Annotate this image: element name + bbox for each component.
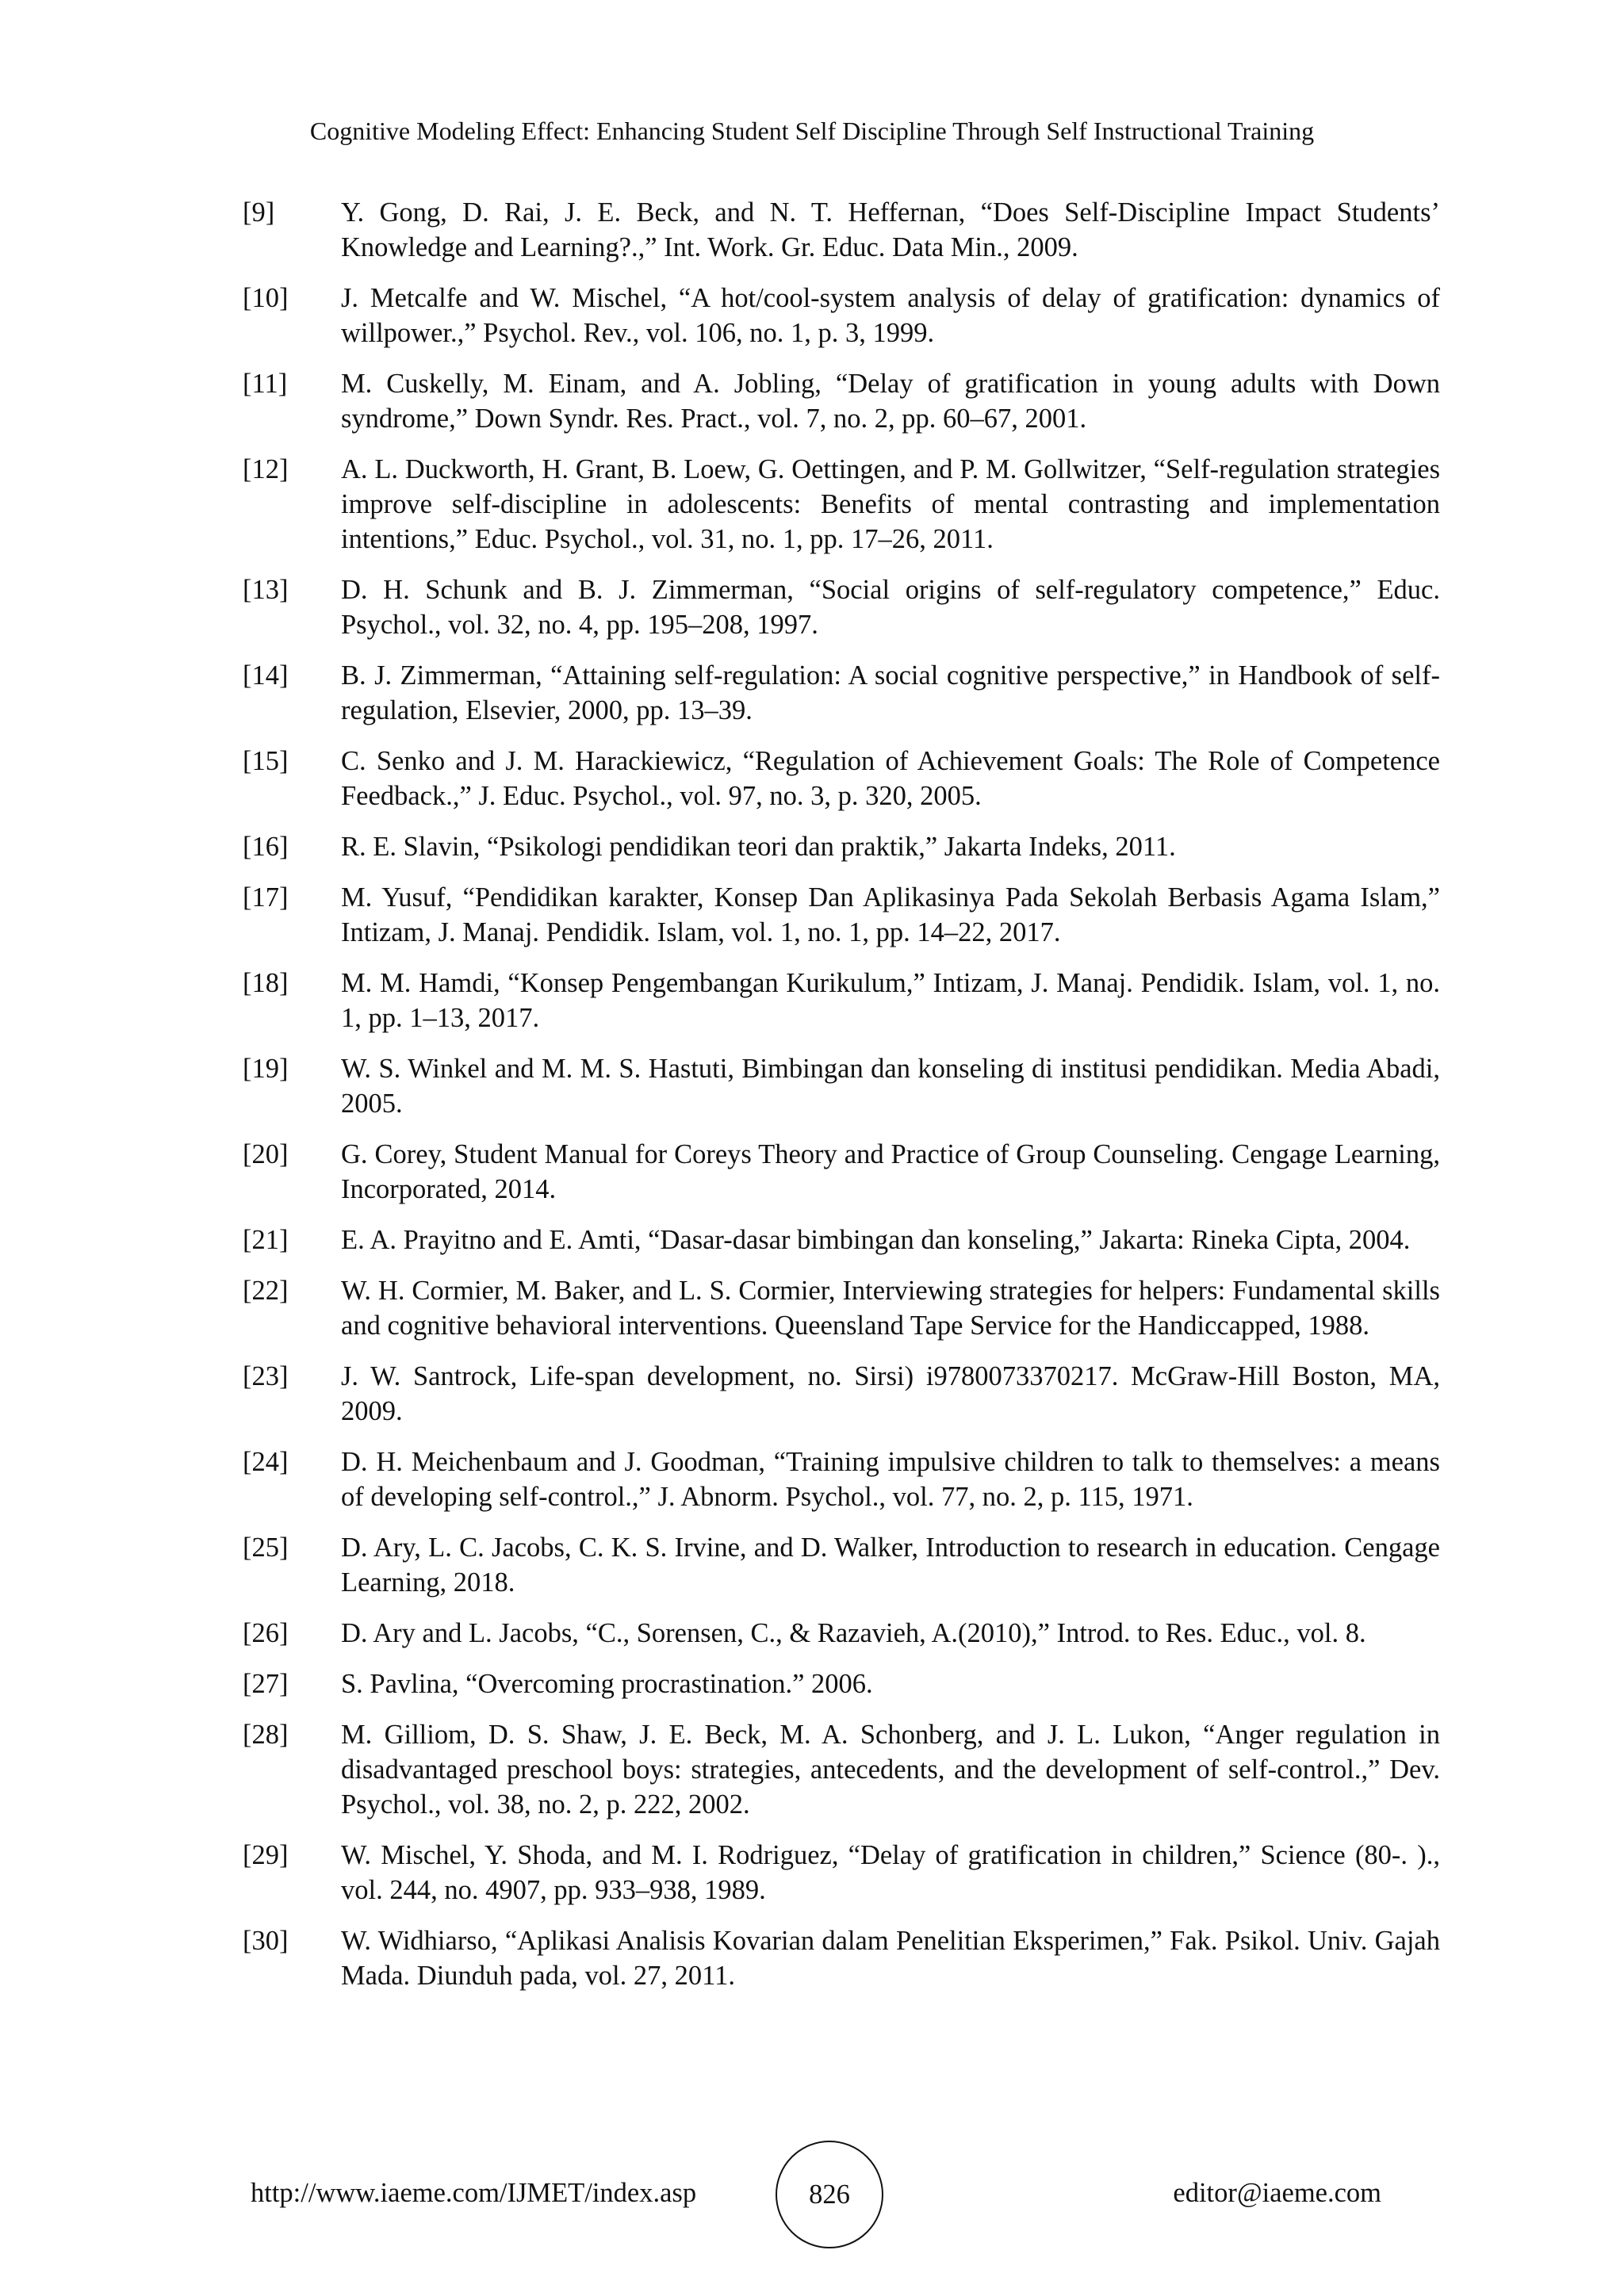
- reference-item: [243, 452, 1440, 557]
- reference-item: [243, 1667, 1440, 1701]
- reference-number: [28]: [243, 1720, 289, 1750]
- footer-url-link[interactable]: http://www.iaeme.com/IJMET/index.asp: [251, 2178, 697, 2208]
- reference-list: [243, 195, 1440, 2009]
- reference-item: [243, 829, 1440, 864]
- reference-item: [243, 572, 1440, 642]
- footer-email-link[interactable]: editor@iaeme.com: [1173, 2178, 1381, 2208]
- reference-text: D. H. Schunk and B. J. Zimmerman, “Social origins of self-regulatory competence,” Educ. Psychol., vol. 32, no. 4, pp. 195–208, 1997.: [341, 575, 1440, 640]
- reference-text: D. Ary and L. Jacobs, “C., Sorensen, C., & Razavieh, A.(2010),” Introd. to Res. Educ., vol. 8.: [341, 1618, 1366, 1648]
- reference-number: [30]: [243, 1926, 289, 1956]
- reference-text: W. Mischel, Y. Shoda, and M. I. Rodriguez, “Delay of gratification in children,” Science (80-. )., vol. 244, no. 4907, pp. 933–938, 1989.: [341, 1840, 1440, 1905]
- reference-item: [243, 966, 1440, 1035]
- reference-number: [16]: [243, 832, 289, 862]
- reference-text: M. M. Hamdi, “Konsep Pengembangan Kurikulum,” Intizam, J. Manaj. Pendidik. Islam, vol. 1, no. 1, pp. 1–13, 2017.: [341, 968, 1440, 1033]
- reference-number: [14]: [243, 660, 289, 691]
- reference-number: [29]: [243, 1840, 289, 1870]
- reference-item: [243, 1359, 1440, 1429]
- reference-item: [243, 1445, 1440, 1514]
- reference-number: [9]: [243, 197, 275, 228]
- reference-item: [243, 1923, 1440, 1993]
- reference-text: D. H. Meichenbaum and J. Goodman, “Training impulsive children to talk to themselves: a means of developing self-control.,” J. Abnorm. Psychol., vol. 77, no. 2, p. 115, 1971.: [341, 1447, 1440, 1512]
- reference-text: A. L. Duckworth, H. Grant, B. Loew, G. Oettingen, and P. M. Gollwitzer, “Self-regulation strategies improve self-discipline in adolescents: Benefits of mental contrasting and implementation intentions,” Educ. Psychol., vol. 31, no. 1, pp. 17–26, 2011.: [341, 454, 1440, 554]
- reference-item: [243, 281, 1440, 350]
- reference-number: [19]: [243, 1054, 289, 1084]
- reference-text: M. Gilliom, D. S. Shaw, J. E. Beck, M. A. Schonberg, and J. L. Lukon, “Anger regulation in disadvantaged preschool boys: strategies, antecedents, and the development of self-control.,” Dev. Psychol., vol. 38, no. 2, p. 222, 2002.: [341, 1720, 1440, 1820]
- reference-number: [21]: [243, 1225, 289, 1255]
- reference-text: M. Cuskelly, M. Einam, and A. Jobling, “Delay of gratification in young adults with Down syndrome,” Down Syndr. Res. Pract., vol. 7, no. 2, pp. 60–67, 2001.: [341, 369, 1440, 434]
- reference-text: J. Metcalfe and W. Mischel, “A hot/cool-system analysis of delay of gratification: dynamics of willpower.,” Psychol. Rev., vol. 106, no. 1, p. 3, 1999.: [341, 283, 1440, 348]
- reference-item: [243, 1838, 1440, 1908]
- reference-item: [243, 1273, 1440, 1343]
- reference-number: [18]: [243, 968, 289, 998]
- reference-number: [25]: [243, 1533, 289, 1563]
- reference-item: [243, 658, 1440, 728]
- reference-number: [27]: [243, 1669, 289, 1699]
- reference-number: [15]: [243, 746, 289, 776]
- running-header: Cognitive Modeling Effect: Enhancing Student Self Discipline Through Self Instructional Training: [309, 117, 1315, 145]
- reference-text: S. Pavlina, “Overcoming procrastination.” 2006.: [341, 1669, 873, 1699]
- reference-text: W. Widhiarso, “Aplikasi Analisis Kovarian dalam Penelitian Eksperimen,” Fak. Psikol. Univ. Gajah Mada. Diunduh pada, vol. 27, 2011.: [341, 1926, 1440, 1991]
- reference-text: J. W. Santrock, Life-span development, no. Sirsi) i9780073370217. McGraw-Hill Boston, MA, 2009.: [341, 1361, 1440, 1426]
- reference-number: [23]: [243, 1361, 289, 1391]
- reference-item: [243, 1530, 1440, 1600]
- reference-item: [243, 1717, 1440, 1822]
- reference-item: [243, 1137, 1440, 1207]
- reference-text: C. Senko and J. M. Harackiewicz, “Regulation of Achievement Goals: The Role of Competence Feedback.,” J. Educ. Psychol., vol. 97, no. 3, p. 320, 2005.: [341, 746, 1440, 811]
- reference-number: [22]: [243, 1276, 289, 1306]
- reference-text: D. Ary, L. C. Jacobs, C. K. S. Irvine, and D. Walker, Introduction to research in education. Cengage Learning, 2018.: [341, 1533, 1440, 1598]
- reference-number: [17]: [243, 882, 289, 913]
- reference-item: [243, 744, 1440, 813]
- page-footer: [0, 2141, 1624, 2252]
- page-number: 826: [809, 2179, 850, 2210]
- reference-item: [243, 880, 1440, 950]
- reference-text: W. S. Winkel and M. M. S. Hastuti, Bimbingan dan konseling di institusi pendidikan. Media Abadi, 2005.: [341, 1054, 1440, 1119]
- reference-text: Y. Gong, D. Rai, J. E. Beck, and N. T. Heffernan, “Does Self-Discipline Impact Students’ Knowledge and Learning?.,” Int. Work. Gr. Educ. Data Min., 2009.: [341, 197, 1440, 262]
- reference-number: [12]: [243, 454, 289, 484]
- reference-item: [243, 1223, 1440, 1257]
- reference-text: G. Corey, Student Manual for Coreys Theory and Practice of Group Counseling. Cengage Learning, Incorporated, 2014.: [341, 1139, 1440, 1204]
- reference-text: M. Yusuf, “Pendidikan karakter, Konsep Dan Aplikasinya Pada Sekolah Berbasis Agama Islam,” Intizam, J. Manaj. Pendidik. Islam, vol. 1, no. 1, pp. 14–22, 2017.: [341, 882, 1440, 947]
- reference-item: [243, 1616, 1440, 1651]
- reference-text: E. A. Prayitno and E. Amti, “Dasar-dasar bimbingan dan konseling,” Jakarta: Rineka Cipta, 2004.: [341, 1225, 1411, 1255]
- reference-item: [243, 1051, 1440, 1121]
- page-number-circle: [776, 2141, 883, 2248]
- reference-text: W. H. Cormier, M. Baker, and L. S. Cormier, Interviewing strategies for helpers: Fundamental skills and cognitive behavioral interventions. Queensland Tape Service for the Handiccapped, 1988.: [341, 1276, 1440, 1341]
- reference-item: [243, 366, 1440, 436]
- reference-number: [20]: [243, 1139, 289, 1169]
- reference-number: [24]: [243, 1447, 289, 1477]
- reference-text: B. J. Zimmerman, “Attaining self-regulation: A social cognitive perspective,” in Handbook of self-regulation, Elsevier, 2000, pp. 13–39.: [341, 660, 1440, 725]
- reference-item: [243, 195, 1440, 265]
- reference-number: [10]: [243, 283, 289, 313]
- reference-text: R. E. Slavin, “Psikologi pendidikan teori dan praktik,” Jakarta Indeks, 2011.: [341, 832, 1176, 862]
- reference-number: [26]: [243, 1618, 289, 1648]
- reference-number: [11]: [243, 369, 288, 399]
- reference-number: [13]: [243, 575, 289, 605]
